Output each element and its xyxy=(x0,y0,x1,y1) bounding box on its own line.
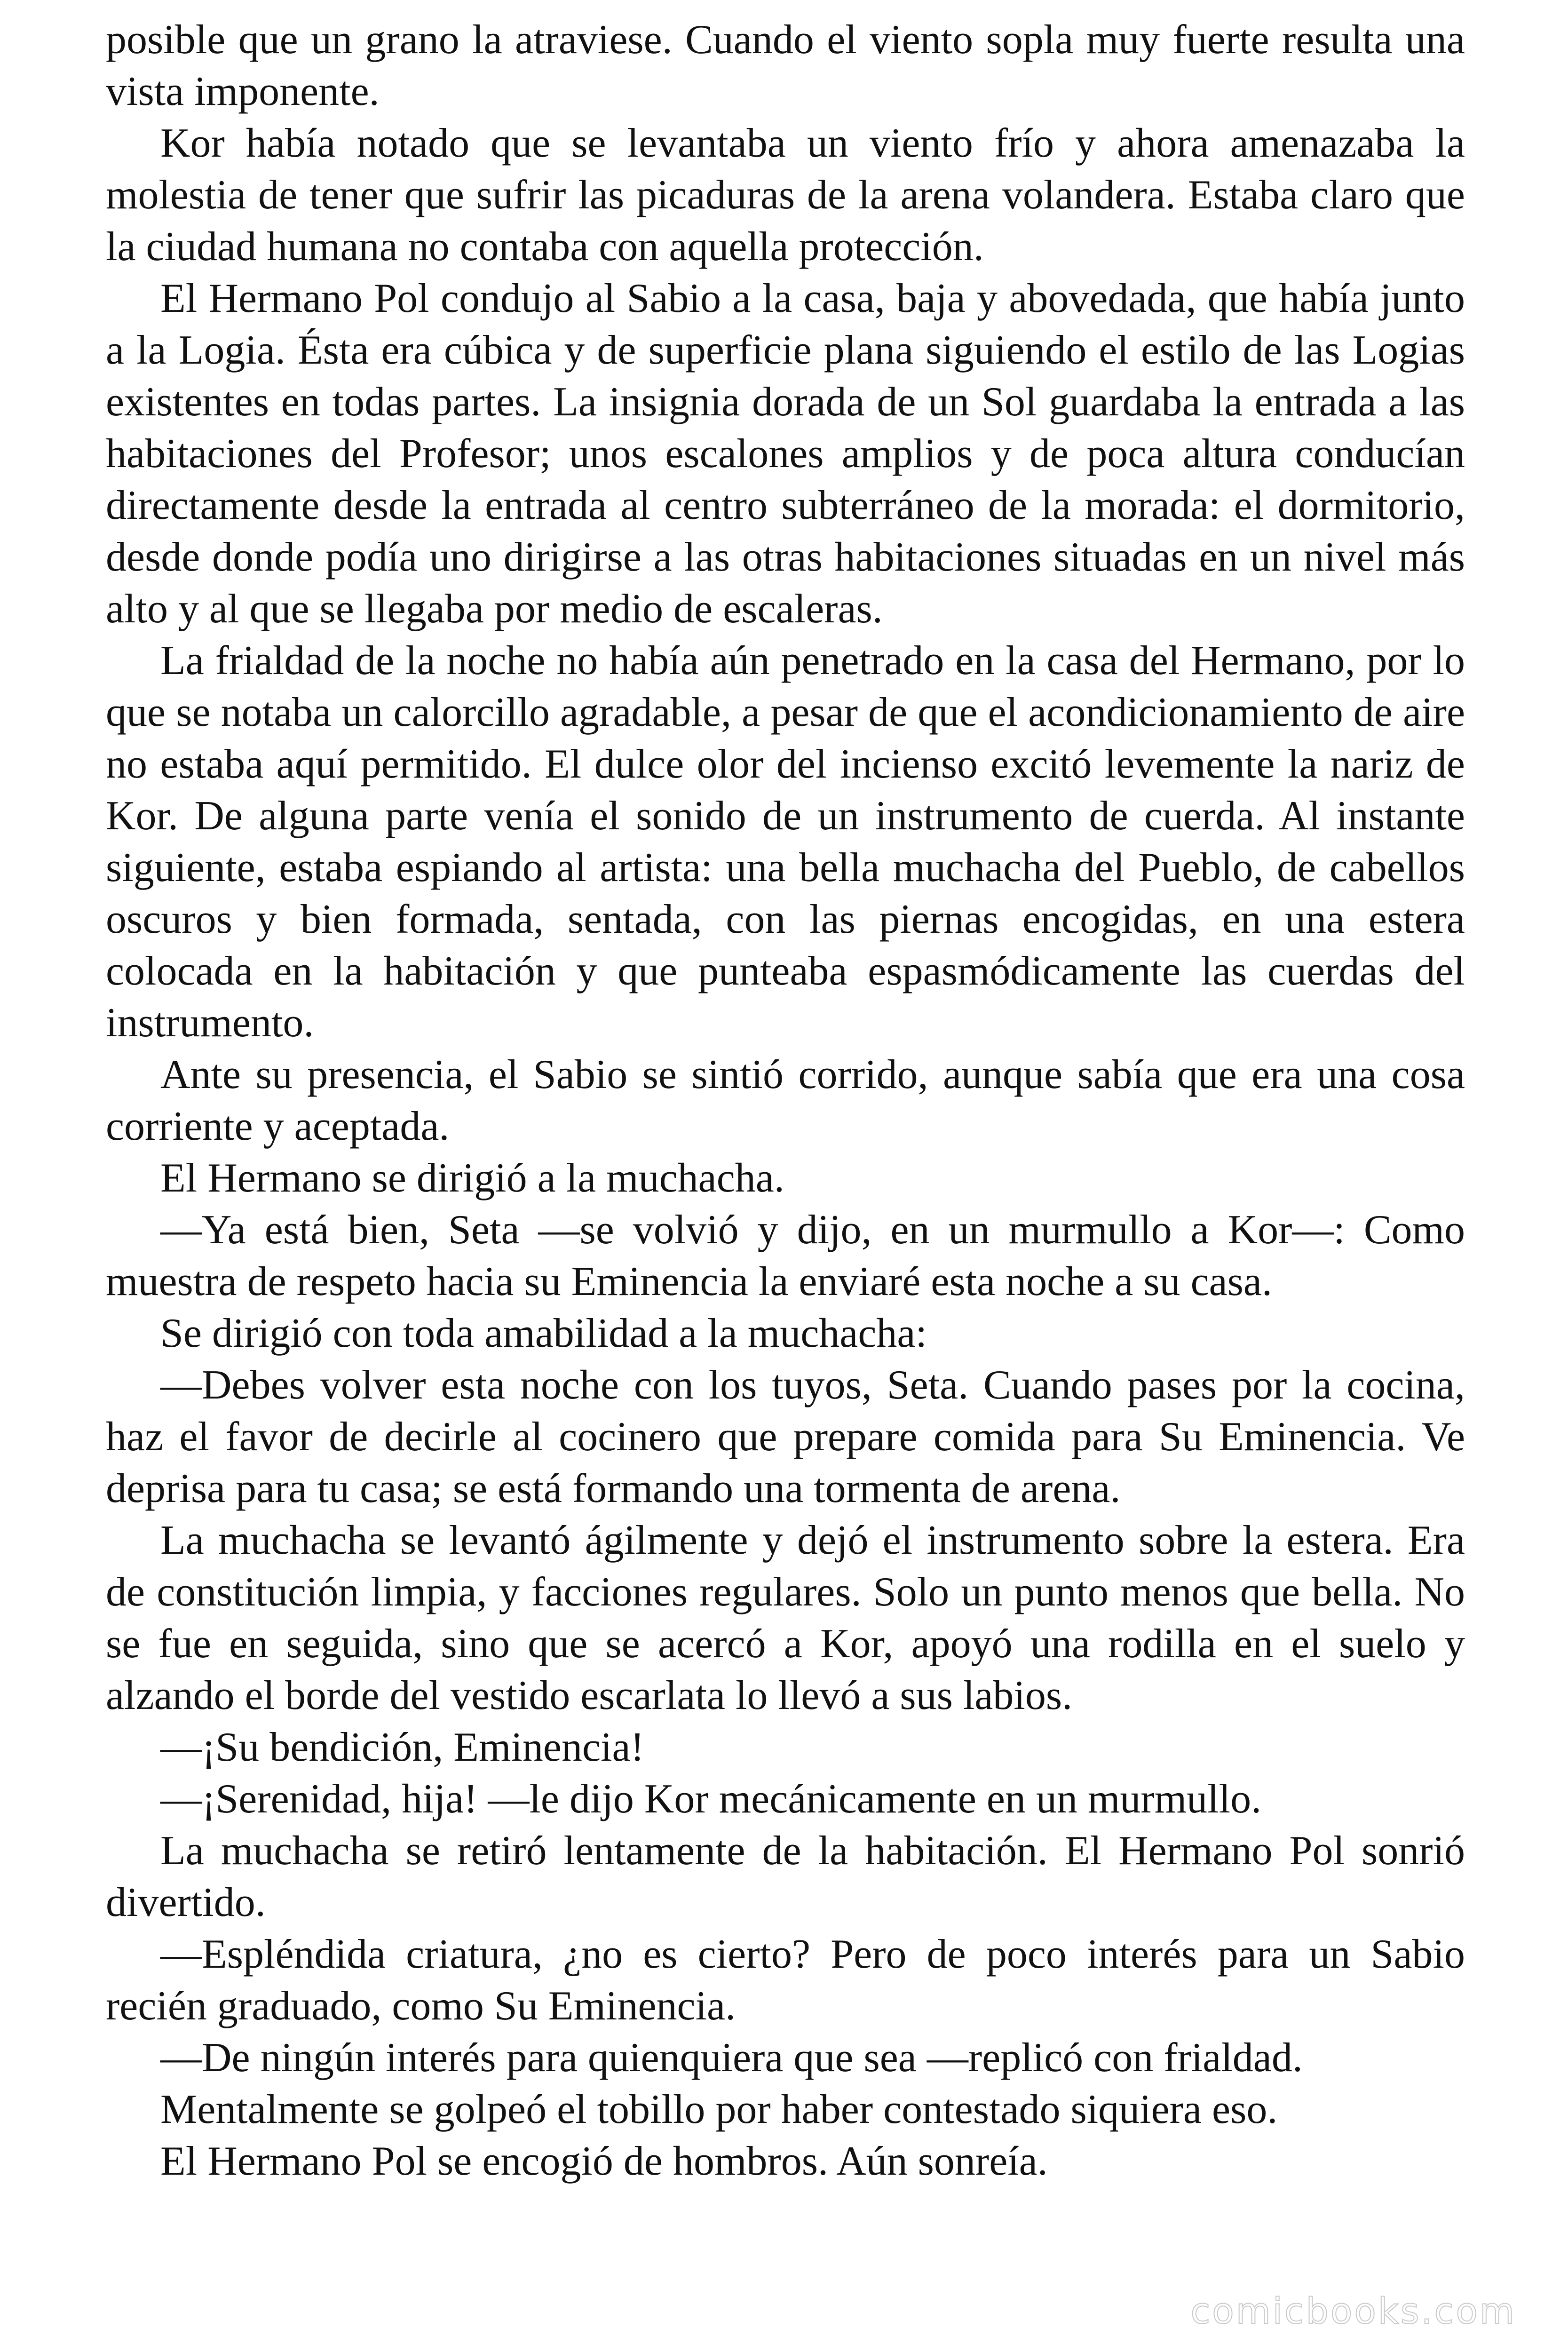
paragraph-16: Mentalmente se golpeó el tobillo por haber contestado siquiera eso. xyxy=(160,2087,1278,2132)
paragraph-11: —¡Su bendición, Eminencia! xyxy=(160,1724,644,1770)
paragraph-10: La muchacha se levantó ágilmente y dejó el instrumento sobre la estera. Era de constitución limpia, y facciones regulares. Solo un punto menos que bella. No se fue en seguida, sino que se acercó a Kor, apoyó una rodilla en el suelo y alzando el borde del vestido escarlata lo llevó a sus labios. xyxy=(106,1518,1465,1718)
paragraph-5: Ante su presencia, el Sabio se sintió corrido, aunque sabía que era una cosa corriente y aceptada. xyxy=(106,1052,1465,1149)
paragraph-7: —Ya está bien, Seta —se volvió y dijo, en un murmullo a Kor—: Como muestra de respeto hacia su Eminencia la enviaré esta noche a su casa. xyxy=(106,1207,1465,1304)
paragraph-12: —¡Serenidad, hija! —le dijo Kor mecánicamente en un murmullo. xyxy=(160,1776,1262,1822)
paragraph-2: Kor había notado que se levantaba un viento frío y ahora amenazaba la molestia de tener que sufrir las picaduras de la arena volandera. Estaba claro que la ciudad humana no contaba con aquella protección. xyxy=(106,120,1465,270)
paragraph-9: —Debes volver esta noche con los tuyos, Seta. Cuando pases por la cocina, haz el favor de decirle al cocinero que prepare comida para Su Eminencia. Ve deprisa para tu casa; se está formando una tormenta de arena. xyxy=(106,1362,1465,1511)
paragraph-15: —De ningún interés para quienquiera que sea —replicó con frialdad. xyxy=(160,2035,1303,2081)
paragraph-1: posible que un grano la atraviese. Cuando el viento sopla muy fuerte resulta una vista imponente. xyxy=(106,17,1465,114)
paragraph-3: El Hermano Pol condujo al Sabio a la casa, baja y abovedada, que había junto a la Logia. Ésta era cúbica y de superficie plana siguiendo el estilo de las Logias existentes en todas partes. La insignia dorada de un Sol guardaba la entrada a las habitaciones del Profesor; unos escalones amplios y de poca altura conducían directamente desde la entrada al centro subterráneo de la morada: el dormitorio, desde donde podía uno dirigirse a las otras habitaciones situadas en un nivel más alto y al que se llegaba por medio de escaleras. xyxy=(106,276,1465,632)
watermark: comicbooks.com xyxy=(1190,2290,1516,2332)
paragraph-8: Se dirigió con toda amabilidad a la muchacha: xyxy=(160,1311,927,1356)
page-text xyxy=(106,14,1465,2187)
paragraph-4: La frialdad de la noche no había aún penetrado en la casa del Hermano, por lo que se notaba un calorcillo agradable, a pesar de que el acondicionamiento de aire no estaba aquí permitido. El dulce olor del incienso excitó levemente la nariz de Kor. De alguna parte venía el sonido de un instrumento de cuerda. Al instante siguiente, estaba espiando al artista: una bella muchacha del Pueblo, de cabellos oscuros y bien formada, sentada, con las piernas encogidas, en una estera colocada en la habitación y que punteaba espasmódicamente las cuerdas del instrumento. xyxy=(106,638,1465,1046)
paragraph-14: —Espléndida criatura, ¿no es cierto? Pero de poco interés para un Sabio recién graduado, como Su Eminencia. xyxy=(106,1931,1465,2029)
paragraph-17: El Hermano Pol se encogió de hombros. Aún sonreía. xyxy=(160,2138,1048,2184)
paragraph-13: La muchacha se retiró lentamente de la habitación. El Hermano Pol sonrió divertido. xyxy=(106,1828,1465,1925)
paragraph-6: El Hermano se dirigió a la muchacha. xyxy=(160,1155,784,1201)
